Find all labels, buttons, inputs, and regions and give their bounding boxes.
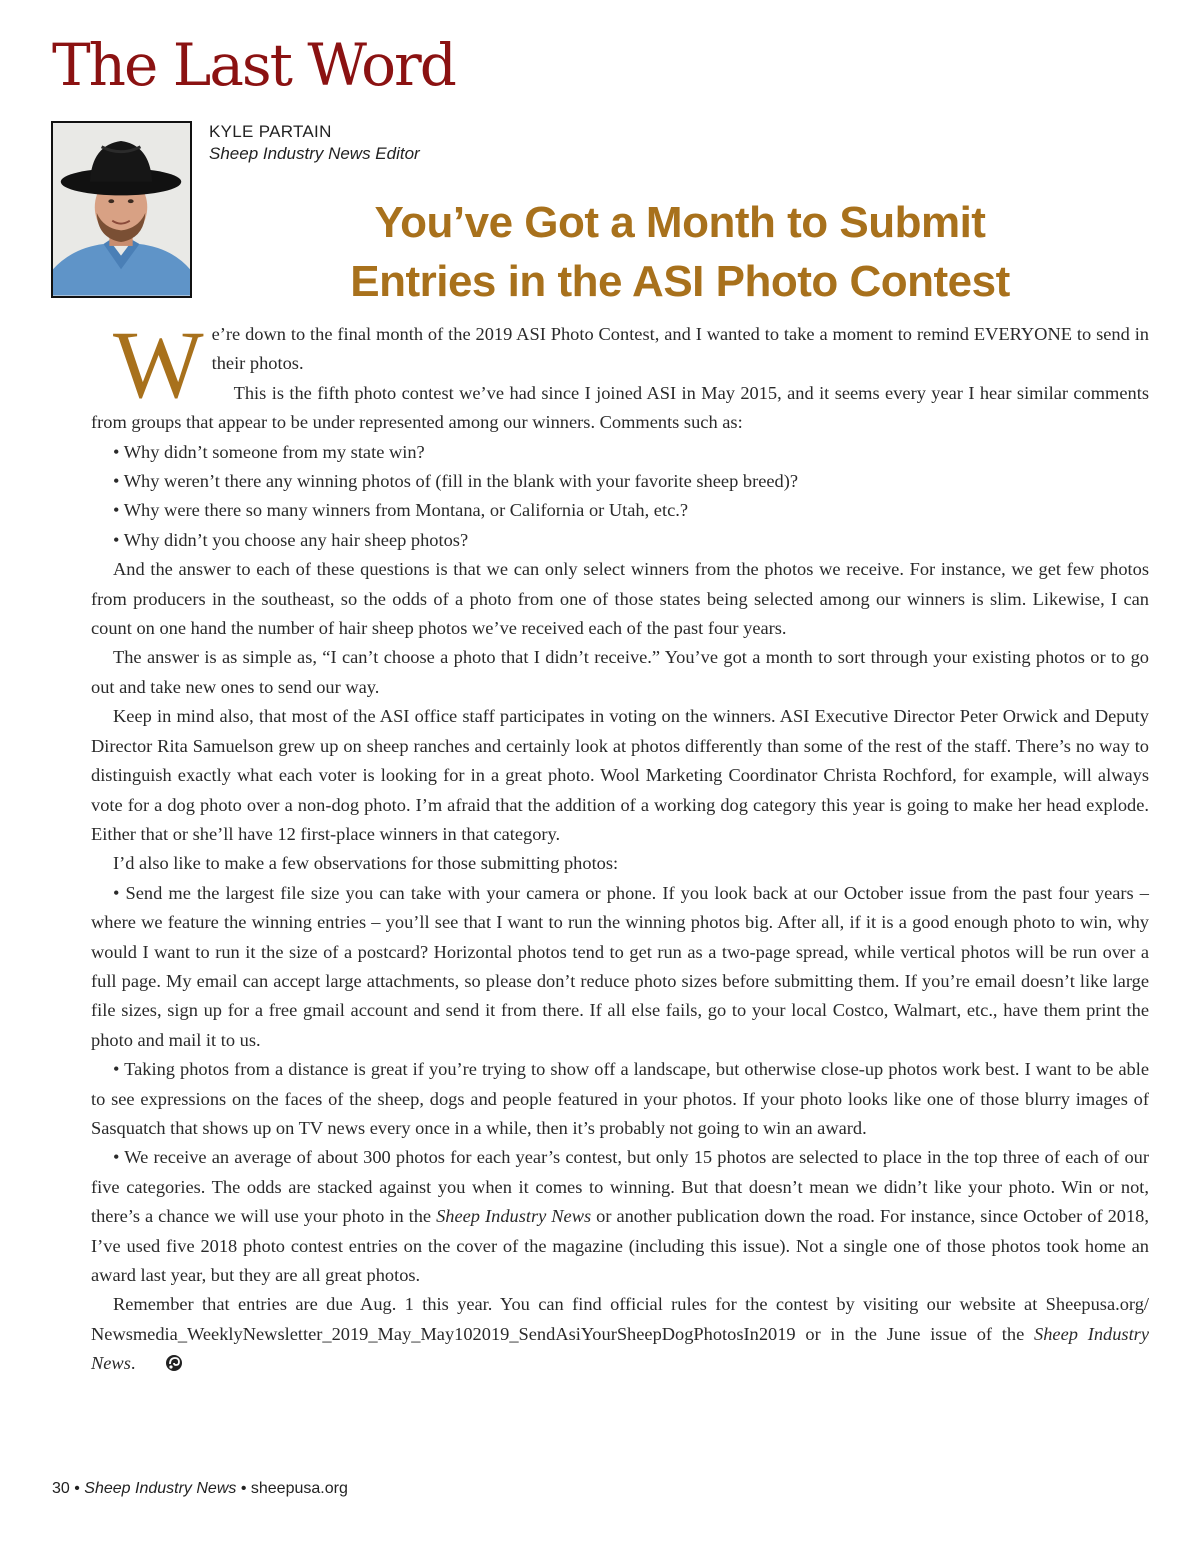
author-name: KYLE PARTAIN bbox=[209, 122, 332, 141]
article-body bbox=[91, 311, 1149, 1382]
tip-text: or another publication down the road. For instance, since October of 2018, I’ve used five 2018 photo contest entries on the cover of the magazine (including this issue). Not a single one of those photos took home an award last year, but they are all great photos. bbox=[91, 1206, 1149, 1285]
page-number: 30 • bbox=[52, 1480, 80, 1497]
closing-text: Remember that entries are due Aug. 1 this year. You can find official rules for the contest by visiting our website at Sheepusa.org/ Newsmedia_WeeklyNewsletter_2019_May_May102019_SendAsiYourSheepDogPhotosIn2019 or in the June issue of the bbox=[91, 1294, 1149, 1344]
tip-item bbox=[91, 1143, 1149, 1290]
footer-publication: Sheep Industry News bbox=[84, 1480, 237, 1497]
author-role: Sheep Industry News Editor bbox=[209, 144, 420, 163]
article-headline bbox=[230, 193, 1130, 311]
intro-text: e’re down to the final month of the 2019 ASI Photo Contest, and I wanted to take a moment to remind EVERYONE to send in their photos. bbox=[211, 324, 1149, 374]
paragraph: And the answer to each of these questions is that we can only select winners from the photos we receive. For instance, we get few photos from producers in the southeast, so the odds of a photo from one of those states being selected among our winners is slim. Likewise, I can count on one hand the number of hair sheep photos we’ve received each of the past four years. bbox=[91, 559, 1149, 639]
ram-logo-endmark-icon bbox=[143, 1352, 183, 1381]
tip-item: • Send me the largest file size you can take with your camera or phone. If you look back at our October issue from the past four years – where we feature the winning entries – you’ll see that I want to run the winning photos big. After all, if it is a good enough photo to win, why would I want to run it the size of a postcard? Horizontal photos tend to get run as a two-page spread, while vertical photos will be run over a full page. My email can accept large attachments, so please don’t reduce photo sizes before submitting them. If you’re email doesn’t like large file sizes, sign up for a free gmail account and send it from there. If all else fails, go to your local Costco, Walmart, etc., have them print the photo and mail it to us. bbox=[91, 882, 1149, 1050]
section-title: The Last Word bbox=[52, 31, 455, 99]
page-footer bbox=[52, 1480, 348, 1498]
tip-item: • Taking photos from a distance is great if you’re trying to show off a landscape, but otherwise close-up photos work best. I want to be able to see expressions on the faces of the sheep, dogs and people featured in your photos. If your photo looks like one of those blurry images of Sasquatch that shows up on TV news every once in a while, then it’s probably not going to win an award. bbox=[91, 1059, 1149, 1138]
question-item: • Why weren’t there any winning photos of (fill in the blank with your favorite sheep breed)? bbox=[113, 471, 798, 492]
paragraph: This is the fifth photo contest we’ve had since I joined ASI in May 2015, and it seems every year I hear similar comments from groups that appear to be under represented among our winners. Comments such as: bbox=[91, 382, 1149, 433]
byline bbox=[209, 121, 420, 165]
footer-website: • sheepusa.org bbox=[240, 1480, 348, 1497]
tip-text: • We receive an average of about 300 photos for each year’s contest, but only 15 photos are selected to place in the top three of each of our five categories. The odds are stacked against you when it comes to winning. But that doesn’t mean we didn’t like your photo. Win or not, there’s a chance we will use your photo in the bbox=[91, 1147, 1149, 1227]
publication-name: Sheep Industry News bbox=[91, 1323, 1149, 1374]
paragraph: Keep in mind also, that most of the ASI office staff participates in voting on the winners. ASI Executive Director Peter Orwick and Deputy Director Rita Samuelson grew up on sheep ranches and certainly look at photos differently than some of the rest of the staff. There’s no way to distinguish exactly what each voter is looking for in a great photo. Wool Marketing Coordinator Christa Rochford, for example, will always vote for a dog photo over a non-dog photo. I’m afraid that the addition of a working dog category this year is going to make her head explode. Either that or she’ll have 12 first-place winners in that category. bbox=[91, 706, 1149, 844]
headline-line-2: Entries in the ASI Photo Contest bbox=[350, 257, 1010, 306]
paragraph: I’d also like to make a few observations for those submitting photos: bbox=[113, 853, 619, 874]
question-item: • Why didn’t you choose any hair sheep photos? bbox=[113, 529, 469, 550]
closing-text: . bbox=[130, 1353, 136, 1374]
publication-name: Sheep Industry News bbox=[436, 1206, 592, 1227]
paragraph: The answer is as simple as, “I can’t choose a photo that I didn’t receive.” You’ve got a month to sort through your existing photos or to go out and take new ones to send our way. bbox=[91, 647, 1149, 697]
closing-paragraph bbox=[91, 1290, 1149, 1381]
question-item: • Why were there so many winners from Montana, or California or Utah, etc.? bbox=[113, 500, 689, 521]
author-photo bbox=[51, 121, 192, 298]
headline-line-1: You’ve Got a Month to Submit bbox=[374, 198, 986, 247]
question-item: • Why didn’t someone from my state win? bbox=[113, 441, 425, 462]
drop-cap: W bbox=[113, 311, 204, 418]
